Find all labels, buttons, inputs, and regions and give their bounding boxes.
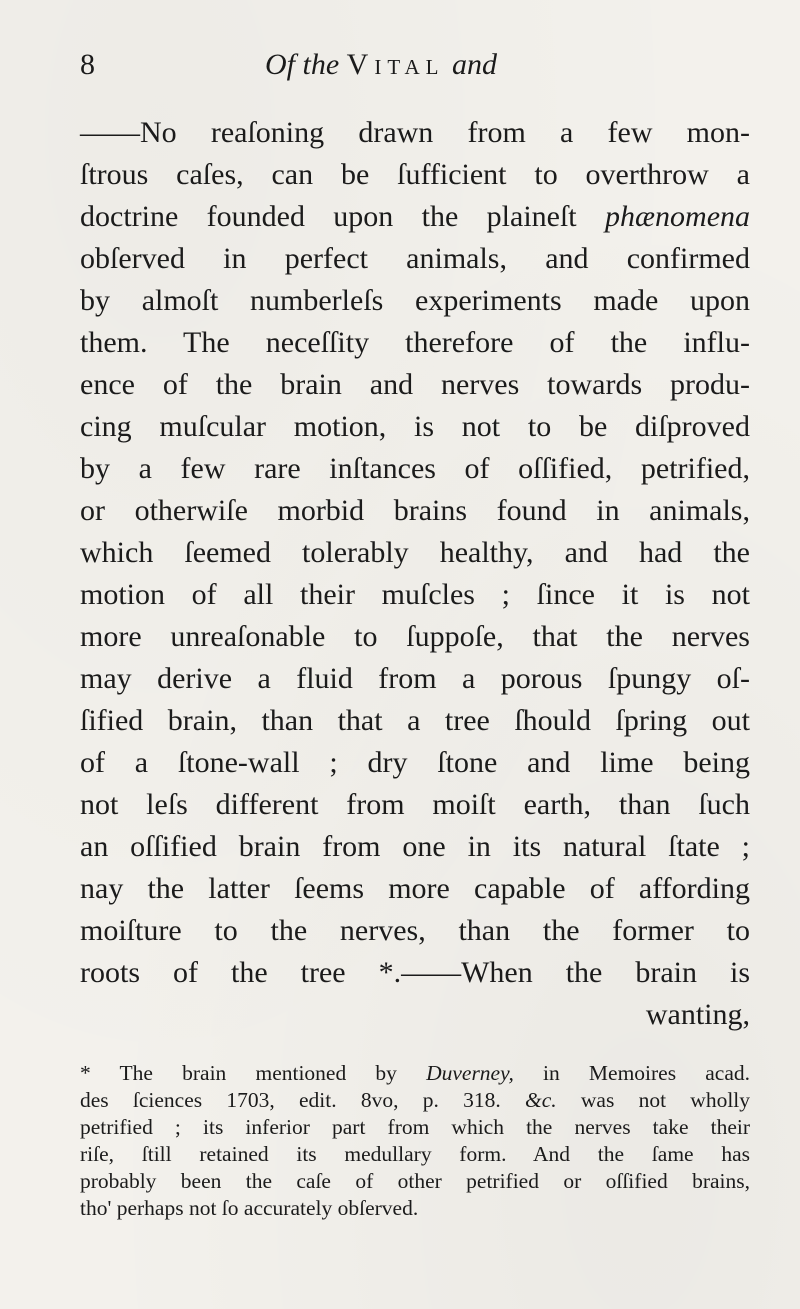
author-name: Duverney, [426,1061,514,1085]
italic-term: phænomena [605,200,751,233]
page-number: 8 [80,48,95,81]
text-line: more unreaſonable to ſuppoſe, that the nerves [80,620,750,653]
text-line: by a few rare inſtances of oſſified, petrified, [80,452,750,485]
text-line: ſtrous caſes, can be ſufficient to overthrow a [80,158,750,191]
running-title-part2: Vital [346,48,445,81]
running-title-part1: Of the [265,48,340,81]
text-line: nay the latter ſeems more capable of affording [80,872,750,905]
running-head [80,48,750,88]
text-line: of a ſtone-wall ; dry ſtone and lime being [80,746,750,779]
catchword: wanting, [645,998,750,1031]
text-line: which ſeemed tolerably healthy, and had the [80,536,750,569]
text-line: motion of all their muſcles ; ſince it is not [80,578,750,611]
footnote-line: * The brain mentioned by Duverney, in Memoires acad. [80,1061,751,1085]
footnote-line: riſe, ſtill retained its medullary form. And the ſame has [80,1142,750,1166]
text-line: roots of the tree *.——When the brain is [80,956,750,989]
footnote-line: des ſciences 1703, edit. 8vo, p. 318. &c. was not wholly [80,1088,751,1112]
text-line: ——No reaſoning drawn from a few mon- [80,116,750,149]
footnote [80,1060,750,1222]
text-line-start: doctrine founded upon the plaineſt [80,200,577,233]
running-title [265,48,497,82]
footnote-line: probably been the caſe of other petrified or oſſified brains, [80,1169,750,1193]
footnote-line: petrified ; its inferior part from which the nerves take their [80,1115,750,1139]
text-line: moiſture to the nerves, than the former to [80,914,750,947]
text-line: cing muſcular motion, is not to be diſproved [80,410,750,443]
text-line: ſified brain, than that a tree ſhould ſpring out [80,704,750,737]
text-line: obſerved in perfect animals, and confirmed [80,242,750,275]
body-text [80,112,750,1036]
text-line [80,196,750,238]
text-line: them. The neceſſity therefore of the influ- [80,326,750,359]
text-line: not leſs different from moiſt earth, than ſuch [80,788,750,821]
text-line: by almoſt numberleſs experiments made upon [80,284,750,317]
running-title-part3: and [451,48,497,81]
text-line: or otherwiſe morbid brains found in animals, [80,494,750,527]
text-line: may derive a fluid from a porous ſpungy oſ- [80,662,750,695]
footnote-line: tho' perhaps not ſo accurately obſerved. [80,1196,419,1220]
text-line: an oſſified brain from one in its natural ſtate ; [80,830,750,863]
text-line: ence of the brain and nerves towards produ- [80,368,750,401]
